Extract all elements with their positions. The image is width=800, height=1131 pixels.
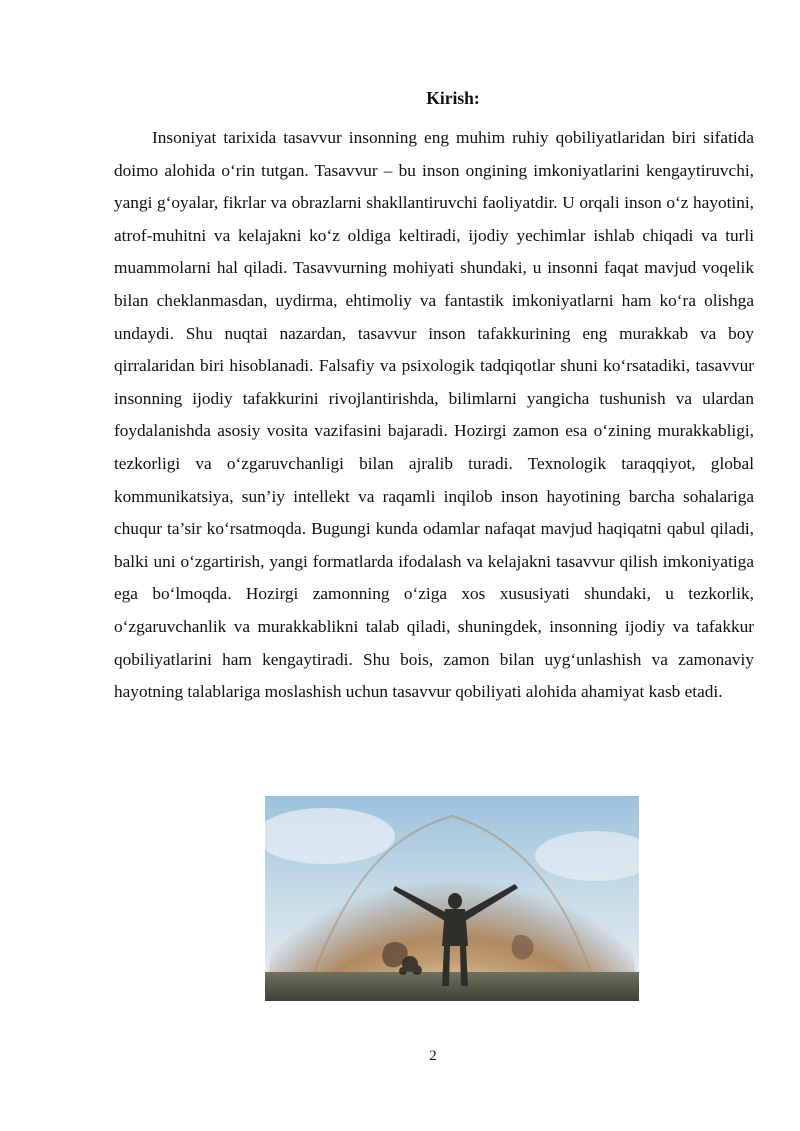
section-heading: Kirish: <box>426 88 480 108</box>
body-paragraph: Insoniyat tarixida tasavvur insonning eng muhim ruhiy qobiliyatlaridan biri sifatida doimo alohida o‘rin tutgan. Tasavvur – bu inson ongining imkoniyatlarini kengaytiruvchi, yangi g‘oyalar, fikrlar va obrazlarni shakllantiruvchi faoliyatdir. U orqali inson o‘z hayotini, atrof-muhitni va kelajakni ko‘z oldiga keltiradi, ijodiy yechimlar ishlab chiqadi va turli muammolarni hal qiladi. Tasavvurning mohiyati shundaki, u insonni faqat mavjud voqelik bilan cheklanmasdan, uydirma, ehtimoliy va fantastik imkoniyatlarni ham ko‘ra olishga undaydi. Shu nuqtai nazardan, tasavvur inson tafakkurining eng murakkab va boy qirralaridan biri hisoblanadi. Falsafiy va psixologik tadqiqotlar shuni ko‘rsatadiki, tasavvur insonning ijodiy tafakkurini rivojlantirishda, bilimlarni yangicha tushunish va ulardan foydalanishda asosiy vosita vazifasini bajaradi. Hozirgi zamon esa o‘zining murakkabligi, tezkorligi va o‘zgaruvchanligi bilan ajralib turadi. Texnologik taraqqiyot, global kommunikatsiya, sun’iy intellekt va raqamli inqilob inson hayotining barcha sohalariga chuqur ta’sir ko‘rsatmoqda. Bugungi kunda odamlar nafaqat mavjud haqiqatni qabul qiladi, balki uni o‘zgartirish, yangi formatlarda ifodalash va kelajakni tasavvur qilish imkoniyatiga ega bo‘lmoqda. Hozirgi zamonning o‘ziga xos xususiyati shundaki, u tezkorlik, o‘zgaruvchanlik va murakkablikni talab qiladi, shuningdek, insonning ijodiy va tafakkur qobiliyatlarini ham kengaytiradi. Shu bois, zamon bilan uyg‘unlashish va zamonaviy hayotning talablariga moslashish uchun tasavvur qobiliyati alohida ahamiyat kasb etadi. <box>114 128 754 702</box>
illustration-image <box>265 796 639 1001</box>
page-number: 2 <box>429 1048 437 1064</box>
